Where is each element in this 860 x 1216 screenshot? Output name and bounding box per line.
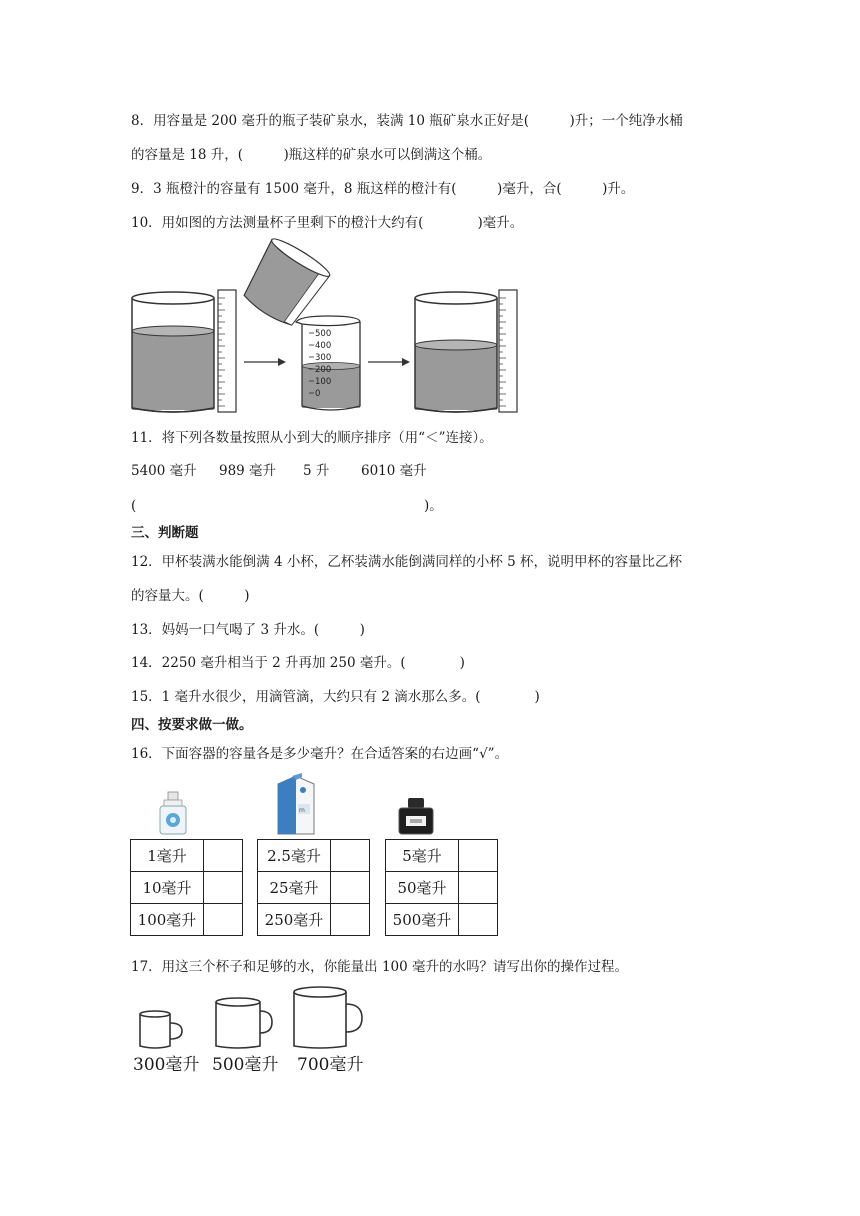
cup-500-icon: [216, 998, 272, 1048]
option-label: 50毫升: [386, 872, 459, 904]
option-label: 25毫升: [258, 872, 331, 904]
q11-answer-close: )。: [424, 498, 443, 514]
beaker-tick-300: 300: [315, 353, 332, 363]
q11-quantity: 6010 毫升: [361, 463, 427, 479]
checkmark-cell[interactable]: [204, 904, 243, 936]
right-ruler: [499, 290, 517, 412]
capacity-table-milk-carton: [257, 839, 370, 936]
option-label: 10毫升: [131, 872, 204, 904]
q11-quantity: 5 升: [303, 463, 330, 479]
beaker-tick-200: 200: [315, 365, 332, 375]
ink-bottle-icon: [396, 796, 436, 836]
eye-drop-bottle-icon: [157, 790, 189, 836]
section-heading-judgement: 三、判断题: [131, 525, 199, 541]
q13-text: 13．妈妈一口气喝了 3 升水。( ): [131, 622, 365, 638]
beaker-tick-0: 0: [315, 389, 321, 399]
cup-300-icon: [140, 1011, 182, 1048]
milk-carton-icon: [272, 772, 316, 836]
option-label: 1毫升: [131, 840, 204, 872]
q11-text: 11．将下列各数量按照从小到大的顺序排序（用“＜”连接）。: [131, 430, 493, 446]
q15-text: 15．1 毫升水很少，用滴管滴，大约只有 2 滴水那么多。( ): [131, 689, 540, 705]
capacity-table-ink-bottle: [385, 839, 498, 936]
capacity-table-eye-drops: [130, 839, 243, 936]
option-label: 2.5毫升: [258, 840, 331, 872]
arrow-right-icon: [368, 358, 410, 366]
q8-line2: 的容量是 18 升，( )瓶这样的矿泉水可以倒满这个桶。: [131, 147, 492, 163]
svg-text:m: m: [299, 807, 305, 814]
cup-700-icon: [294, 987, 362, 1048]
three-cups-figure: [136, 986, 376, 1050]
checkmark-cell[interactable]: [459, 904, 498, 936]
right-cylinder: [415, 292, 497, 412]
cup-label: 500毫升: [212, 1055, 279, 1075]
q12-line2: 的容量大。( ): [131, 588, 250, 604]
checkmark-cell[interactable]: [459, 840, 498, 872]
section-heading-tasks: 四、按要求做一做。: [131, 717, 253, 733]
cup-label: 700毫升: [297, 1055, 364, 1075]
q14-text: 14．2250 毫升相当于 2 升再加 250 毫升。( ): [131, 655, 465, 671]
checkmark-cell[interactable]: [331, 904, 370, 936]
checkmark-cell[interactable]: [331, 840, 370, 872]
arrow-right-icon: [244, 358, 286, 366]
checkmark-cell[interactable]: [459, 872, 498, 904]
beaker-tick-400: 400: [315, 341, 332, 351]
option-label: 250毫升: [258, 904, 331, 936]
q11-answer-open: (: [131, 498, 137, 514]
checkmark-cell[interactable]: [204, 840, 243, 872]
juice-measuring-figure: [128, 238, 528, 416]
q11-quantity: 989 毫升: [219, 463, 277, 479]
beaker-tick-500: 500: [315, 329, 332, 339]
q17-text: 17．用这三个杯子和足够的水，你能量出 100 毫升的水吗？请写出你的操作过程。: [131, 959, 629, 975]
q9-text: 9．3 瓶橙汁的容量有 1500 毫升，8 瓶这样的橙汁有( )毫升，合( )升。: [131, 181, 635, 197]
left-cylinder: [132, 292, 214, 412]
left-ruler: [218, 290, 236, 412]
option-label: 5毫升: [386, 840, 459, 872]
checkmark-cell[interactable]: [204, 872, 243, 904]
option-label: 100毫升: [131, 904, 204, 936]
option-label: 500毫升: [386, 904, 459, 936]
q16-text: 16．下面容器的容量各是多少毫升？在合适答案的右边画“√”。: [131, 746, 509, 762]
cup-label: 300毫升: [133, 1055, 200, 1075]
q12-line1: 12．甲杯装满水能倒满 4 小杯，乙杯装满水能倒满同样的小杯 5 杯，说明甲杯的容量比乙杯: [131, 554, 683, 570]
q10-text: 10．用如图的方法测量杯子里剩下的橙汁大约有( )毫升。: [131, 215, 524, 231]
checkmark-cell[interactable]: [331, 872, 370, 904]
beaker-tick-100: 100: [315, 377, 332, 387]
q8-line1: 8．用容量是 200 毫升的瓶子装矿泉水，装满 10 瓶矿泉水正好是( )升；一个纯净水桶: [131, 113, 683, 129]
q11-quantity: 5400 毫升: [131, 463, 197, 479]
